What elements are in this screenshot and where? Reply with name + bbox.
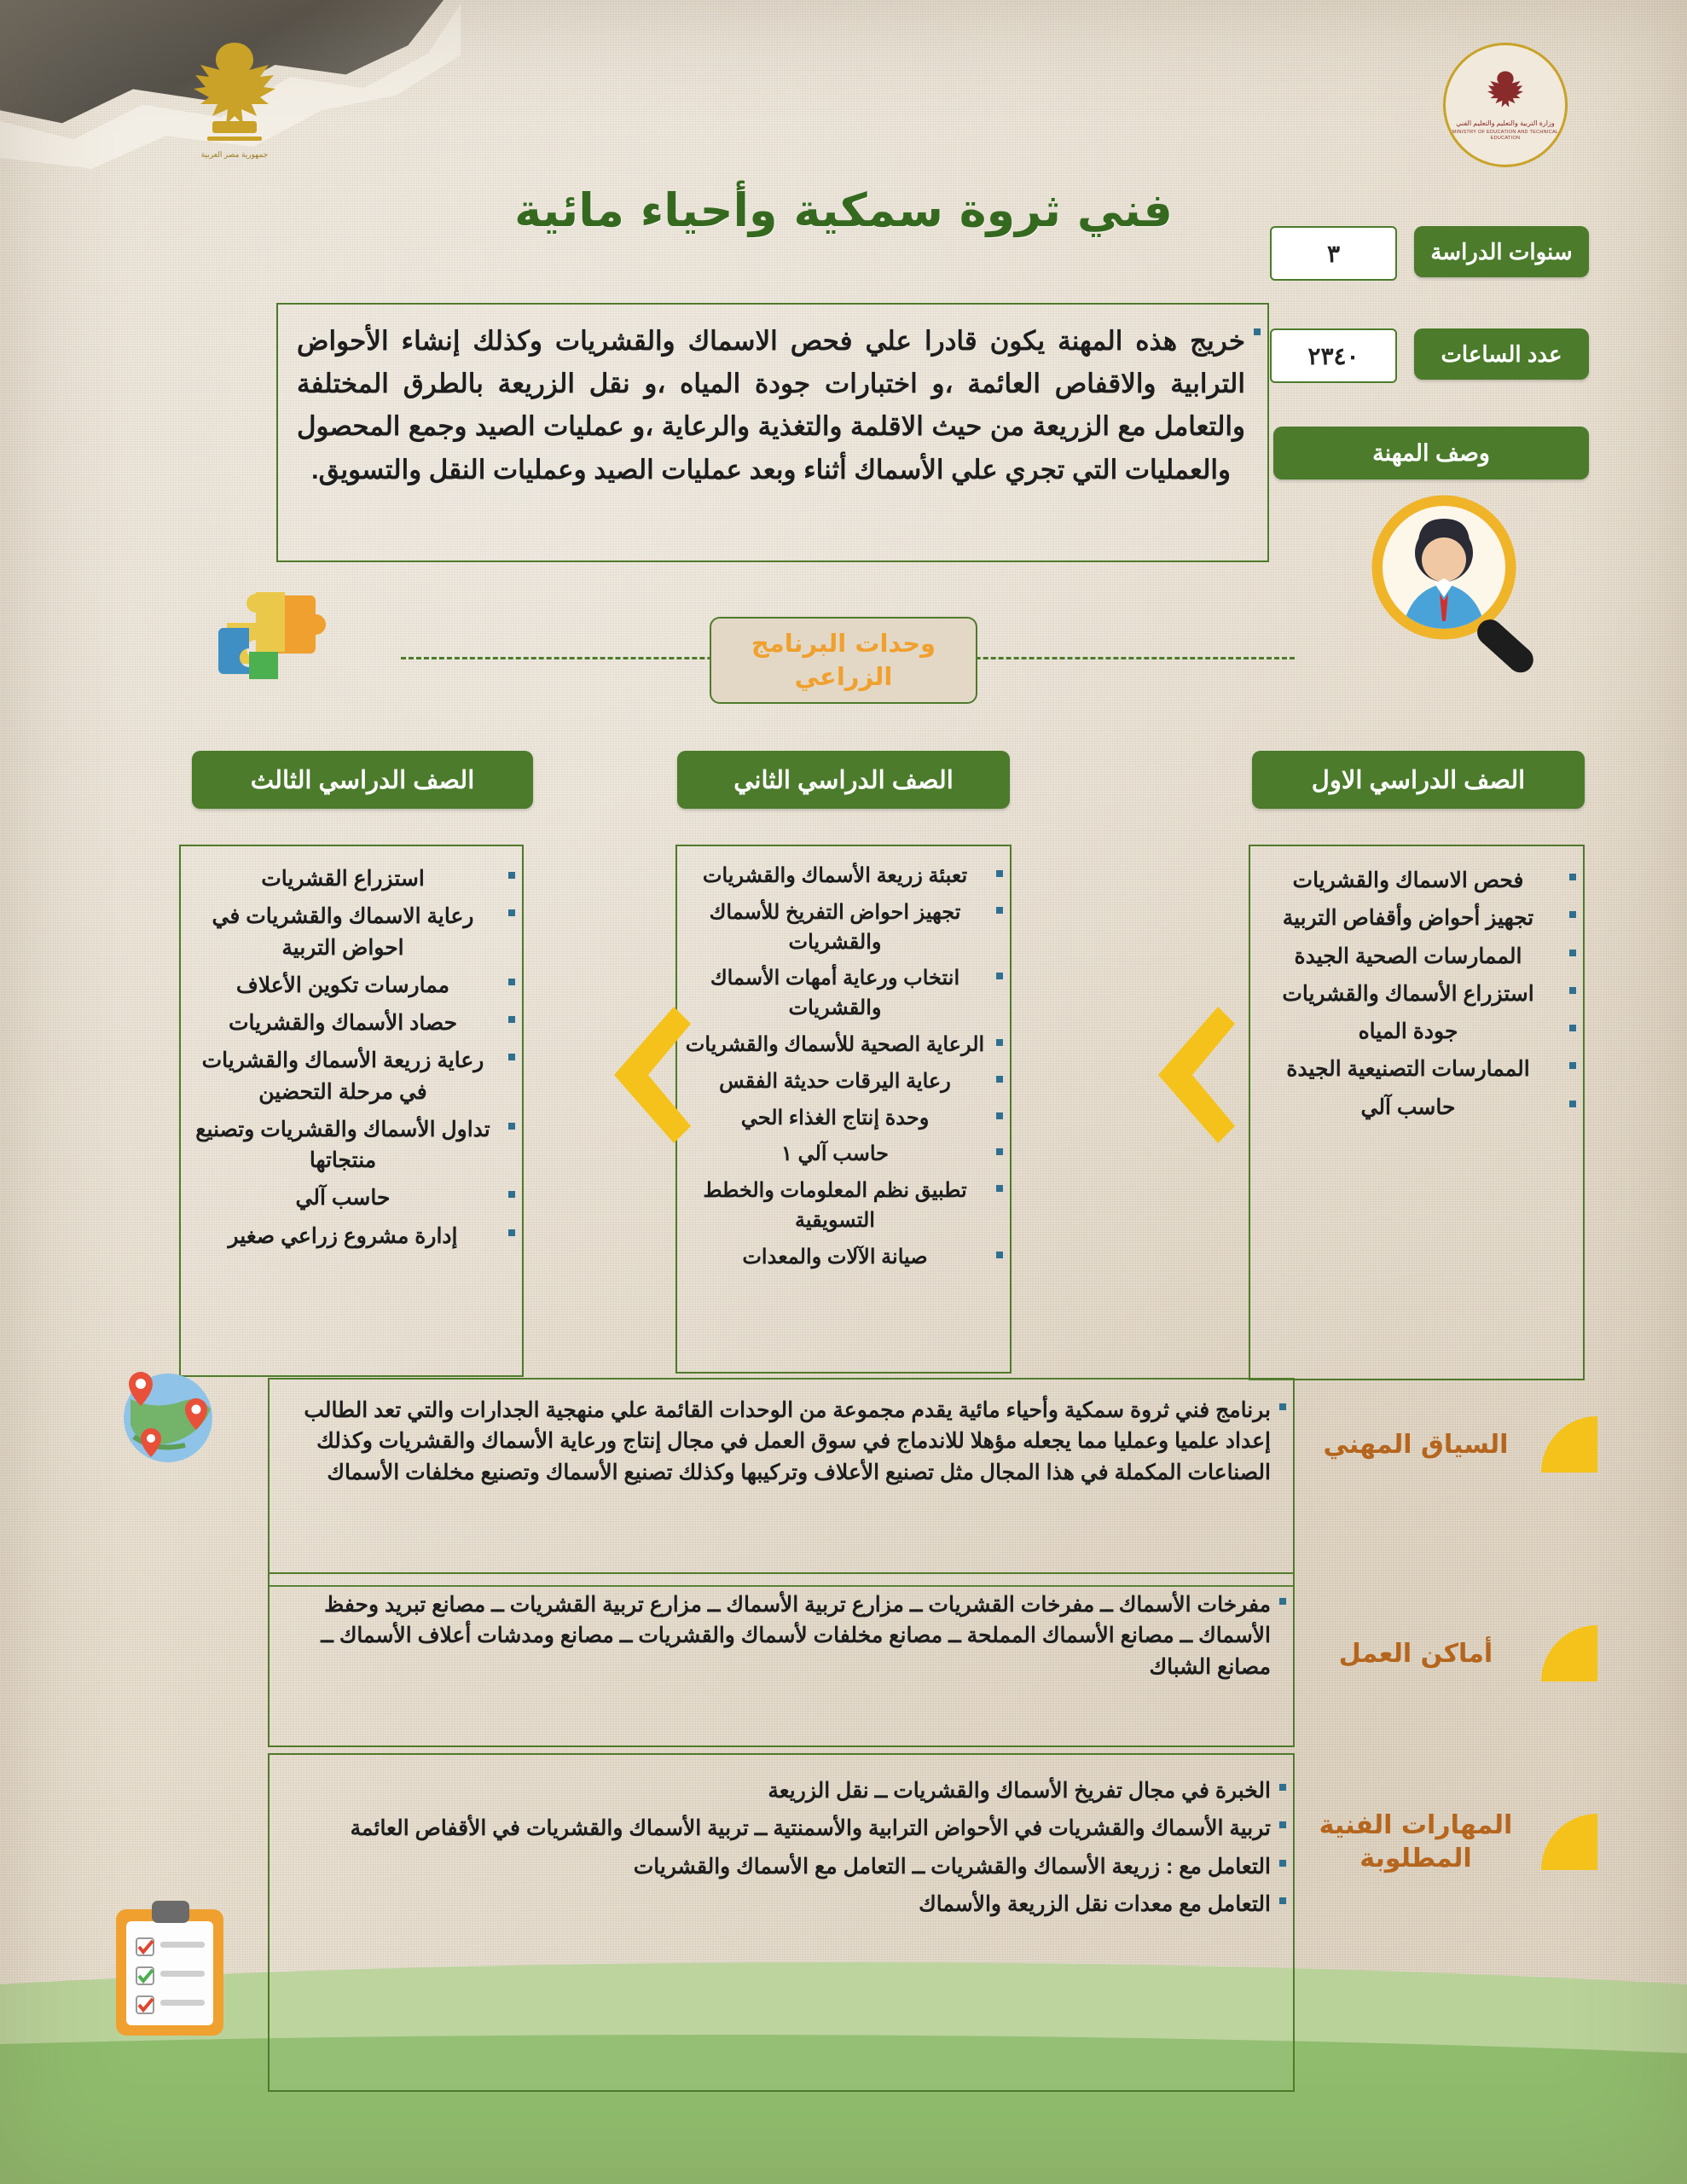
section-3-title: المهارات الفنية المطلوبة <box>1319 1810 1513 1873</box>
section-1-title-wrap <box>1307 1416 1597 1472</box>
profession-description-box <box>276 303 1269 562</box>
section-1-item: برنامج فني ثروة سمكية وأحياء مائية يقدم مجموعة من الوحدات القائمة علي منهجية الجدارات والتي تعد الطالب إعداد علميا وعمليا مما يجعله مؤهلا للاندماج في سوق العمل في مجال إنتاج ورعاية الأسماك والقشريات وكذلك الصناعات المكملة في هذا المجال مثل تصنيع الأعلاف وتركيبها وكذلك تصنيع الأسماك وتصنيع مخلفات الأسماك <box>275 1395 1271 1488</box>
section-1-list <box>270 1395 1293 1488</box>
year-1-item: جودة المياه <box>1255 1016 1561 1047</box>
year-2-item: تطبيق نظم المعلومات والخطط التسويقية <box>682 1176 988 1236</box>
egypt-emblem-caption: جمهورية مصر العربية <box>200 150 269 159</box>
year-2-item: صيانة الآلات والمعدات <box>682 1243 988 1273</box>
stat-value-hours: ٢٣٤٠ <box>1270 328 1397 383</box>
section-3-item: التعامل مع معدات نقل الزريعة والأسماك <box>275 1889 1271 1920</box>
year-2-box <box>675 845 1012 1374</box>
year-2-item: رعاية اليرقات حديثة الفقس <box>682 1067 988 1097</box>
arrow-middle-to-left-icon <box>597 998 691 1156</box>
section-1-deco <box>1541 1416 1597 1472</box>
egypt-eagle-emblem <box>175 36 294 185</box>
year-3-item: تداول الأسماك والقشريات وتصنيع منتجاتها <box>186 1114 500 1176</box>
profession-description-text: خريج هذه المهنة يكون قادرا علي فحص الاسماك والقشريات وكذلك إنشاء الأحواض الترابية والاقفاص العائمة ،و اختبارات جودة المياه ،و نقل الزريعة بالطرق المختلفة والتعامل مع الزريعة من حيث الاقلمة والتغذية والرعاية ،و عمليات الصيد وجمع المحصول والعمليات التي تجري علي الأسماك أثناء وبعد عمليات الصيد وعمليات النقل والتسويق. <box>283 320 1245 491</box>
ministry-caption-ar: وزارة التربية والتعليم والتعليم الفني <box>1456 119 1555 128</box>
section-3-title-wrap <box>1307 1809 1597 1875</box>
year-1-item: تجهيز أحواض وأقفاص التربية <box>1255 903 1561 933</box>
section-2-box <box>268 1572 1295 1747</box>
section-1-box <box>268 1378 1295 1587</box>
year-3-item: حصاد الأسماك والقشريات <box>186 1008 500 1038</box>
units-header-label: وحدات البرنامج الزراعي <box>751 628 936 691</box>
year-2-item: حاسب آلي ١ <box>682 1140 988 1170</box>
year-3-box <box>179 845 524 1377</box>
section-2-item: مفرخات الأسماك ــ مفرخات القشريات ــ مزارع تربية الأسماك ــ مزارع تربية القشريات ــ مصانع تبريد وحفظ الأسماك ــ مصانع الأسماك المملحة ــ مصانع مخلفات لأسماك والقشريات ــ مصانع ومدشات أعلاف الأسماك ــ مصانع الشباك <box>275 1589 1271 1682</box>
section-3-list <box>270 1775 1293 1920</box>
year-2-item: انتخاب ورعاية أمهات الأسماك والقشريات <box>682 964 988 1024</box>
section-2-deco <box>1541 1625 1597 1682</box>
year-1-item: فحص الاسماك والقشريات <box>1255 865 1561 896</box>
year-3-item: إدارة مشروع زراعي صغير <box>186 1221 500 1252</box>
section-2-list <box>270 1589 1293 1682</box>
stat-label-hours: عدد الساعات <box>1414 328 1589 380</box>
puzzle-icon <box>212 589 331 687</box>
section-2-title-wrap <box>1307 1625 1597 1682</box>
year-3-item: رعاية زريعة الأسماك والقشريات في مرحلة التحضين <box>186 1045 500 1107</box>
eagle-icon <box>183 36 286 148</box>
ministry-eagle-icon <box>1482 68 1528 118</box>
year-2-title: الصف الدراسي الثاني <box>677 751 1010 809</box>
year-3-item: ممارسات تكوين الأعلاف <box>186 970 500 1001</box>
year-3-item: رعاية الاسماك والقشريات في احواض التربية <box>186 901 500 963</box>
units-header-box <box>710 617 977 704</box>
stat-value-years: ٣ <box>1270 226 1397 281</box>
year-2-item: الرعاية الصحية للأسماك والقشريات <box>682 1031 988 1060</box>
section-3-item: الخبرة في مجال تفريخ الأسماك والقشريات ــ نقل الزريعة <box>275 1775 1271 1806</box>
year-1-box <box>1249 845 1585 1380</box>
profession-badge: وصف المهنة <box>1273 427 1589 479</box>
arrow-right-to-middle-icon <box>1141 998 1235 1156</box>
checklist-clipboard-icon <box>102 1894 239 2043</box>
year-1-item: الممارسات الصحية الجيدة <box>1255 941 1561 972</box>
year-1-item: حاسب آلي <box>1255 1092 1561 1123</box>
year-2-item: تعبئة زريعة الأسماك والقشريات <box>682 862 988 892</box>
globe-pins-icon <box>90 1365 243 1484</box>
section-3-item: تربية الأسماك والقشريات في الأحواض الترابية والأسمنتية ــ تربية الأسماك والقشريات في الأقفاص العائمة <box>275 1813 1271 1844</box>
section-3-box <box>268 1753 1295 2092</box>
year-2-item: تجهيز احواض التفريخ للأسماك والقشريات <box>682 898 988 958</box>
year-3-title: الصف الدراسي الثالث <box>192 751 533 809</box>
section-2-title: أماكن العمل <box>1338 1638 1493 1669</box>
year-1-title: الصف الدراسي الاول <box>1252 751 1585 809</box>
ministry-emblem <box>1443 43 1568 167</box>
year-1-item: استزراع الأسماك والقشريات <box>1255 979 1561 1009</box>
year-1-item: الممارسات التصنيعية الجيدة <box>1255 1054 1561 1084</box>
section-3-item: التعامل مع : زريعة الأسماك والقشريات ــ التعامل مع الأسماك والقشريات <box>275 1851 1271 1882</box>
stat-label-years: سنوات الدراسة <box>1414 226 1589 277</box>
section-1-title: السياق المهني <box>1323 1429 1509 1460</box>
page-title: فني ثروة سمكية وأحياء مائية <box>514 183 1173 237</box>
ministry-caption-en: MINISTRY OF EDUCATION AND TECHNICAL EDUCATION <box>1452 129 1559 141</box>
year-2-item: وحدة إنتاج الغذاء الحي <box>682 1104 988 1134</box>
section-3-deco <box>1541 1814 1597 1870</box>
year-3-item: استزراع القشريات <box>186 863 500 894</box>
magnifier-person-icon <box>1346 486 1568 682</box>
year-3-item: حاسب آلي <box>186 1182 500 1213</box>
